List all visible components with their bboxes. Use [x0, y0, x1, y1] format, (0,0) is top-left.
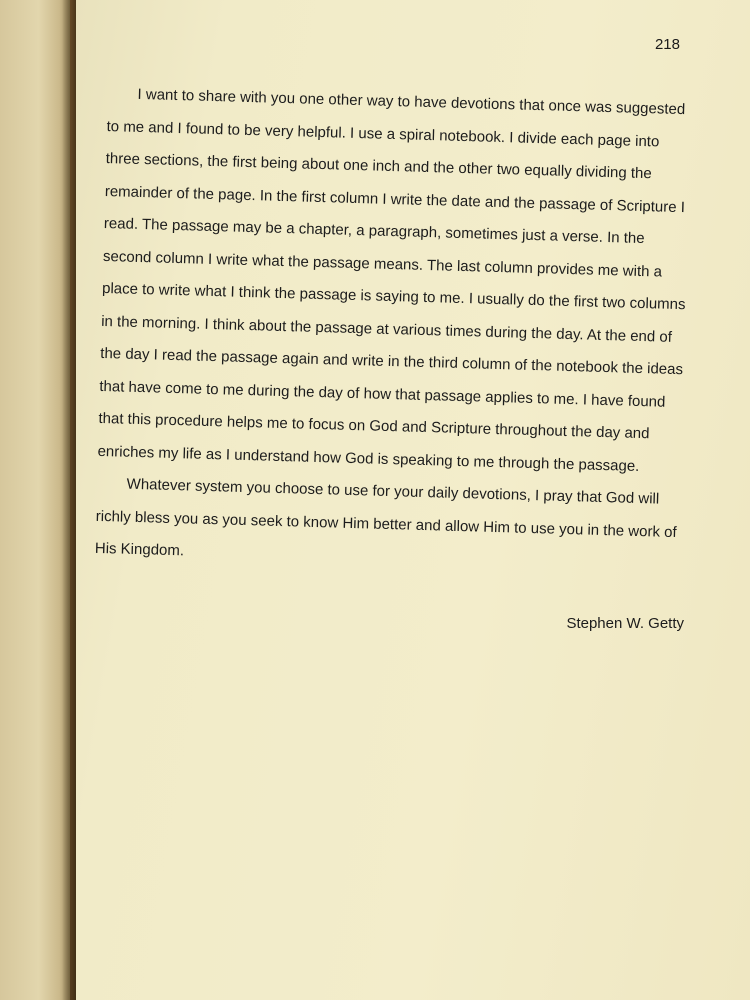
- page-number: 218: [654, 36, 680, 53]
- left-page-edge: [0, 0, 70, 1000]
- page-body-text: [94, 78, 697, 582]
- paragraph-devotions-method: I want to share with you one other way to have devotions that once was suggested to me and I found to be very helpful. I use a spiral notebook. I divide each page into three sections, the first being about one inch and the other two equally dividing the remainder of the page. In the first column I write the date and the passage of Scripture I read. The passage may be a chapter, a paragraph, sometimes just a verse. In the second column I write what the passage means. The last column provides me with a place to write what I think the passage is saying to me. I usually do the first two columns in the morning. I think about the passage at various times during the day. At the end of the day I read the passage again and write in the third column of the notebook the ideas that have come to me during the day of how that passage applies to me. I have found that this procedure helps me to focus on God and Scripture throughout the day and enriches my life as I understand how God is speaking to me through the passage.: [97, 85, 686, 475]
- paragraph-closing-blessing: Whatever system you choose to use for your daily devotions, I pray that God will richly bless you as you seek to know Him better and allow Him to use you in the work of His Kingdom.: [94, 475, 677, 560]
- author-signature: Stephen W. Getty: [566, 615, 684, 632]
